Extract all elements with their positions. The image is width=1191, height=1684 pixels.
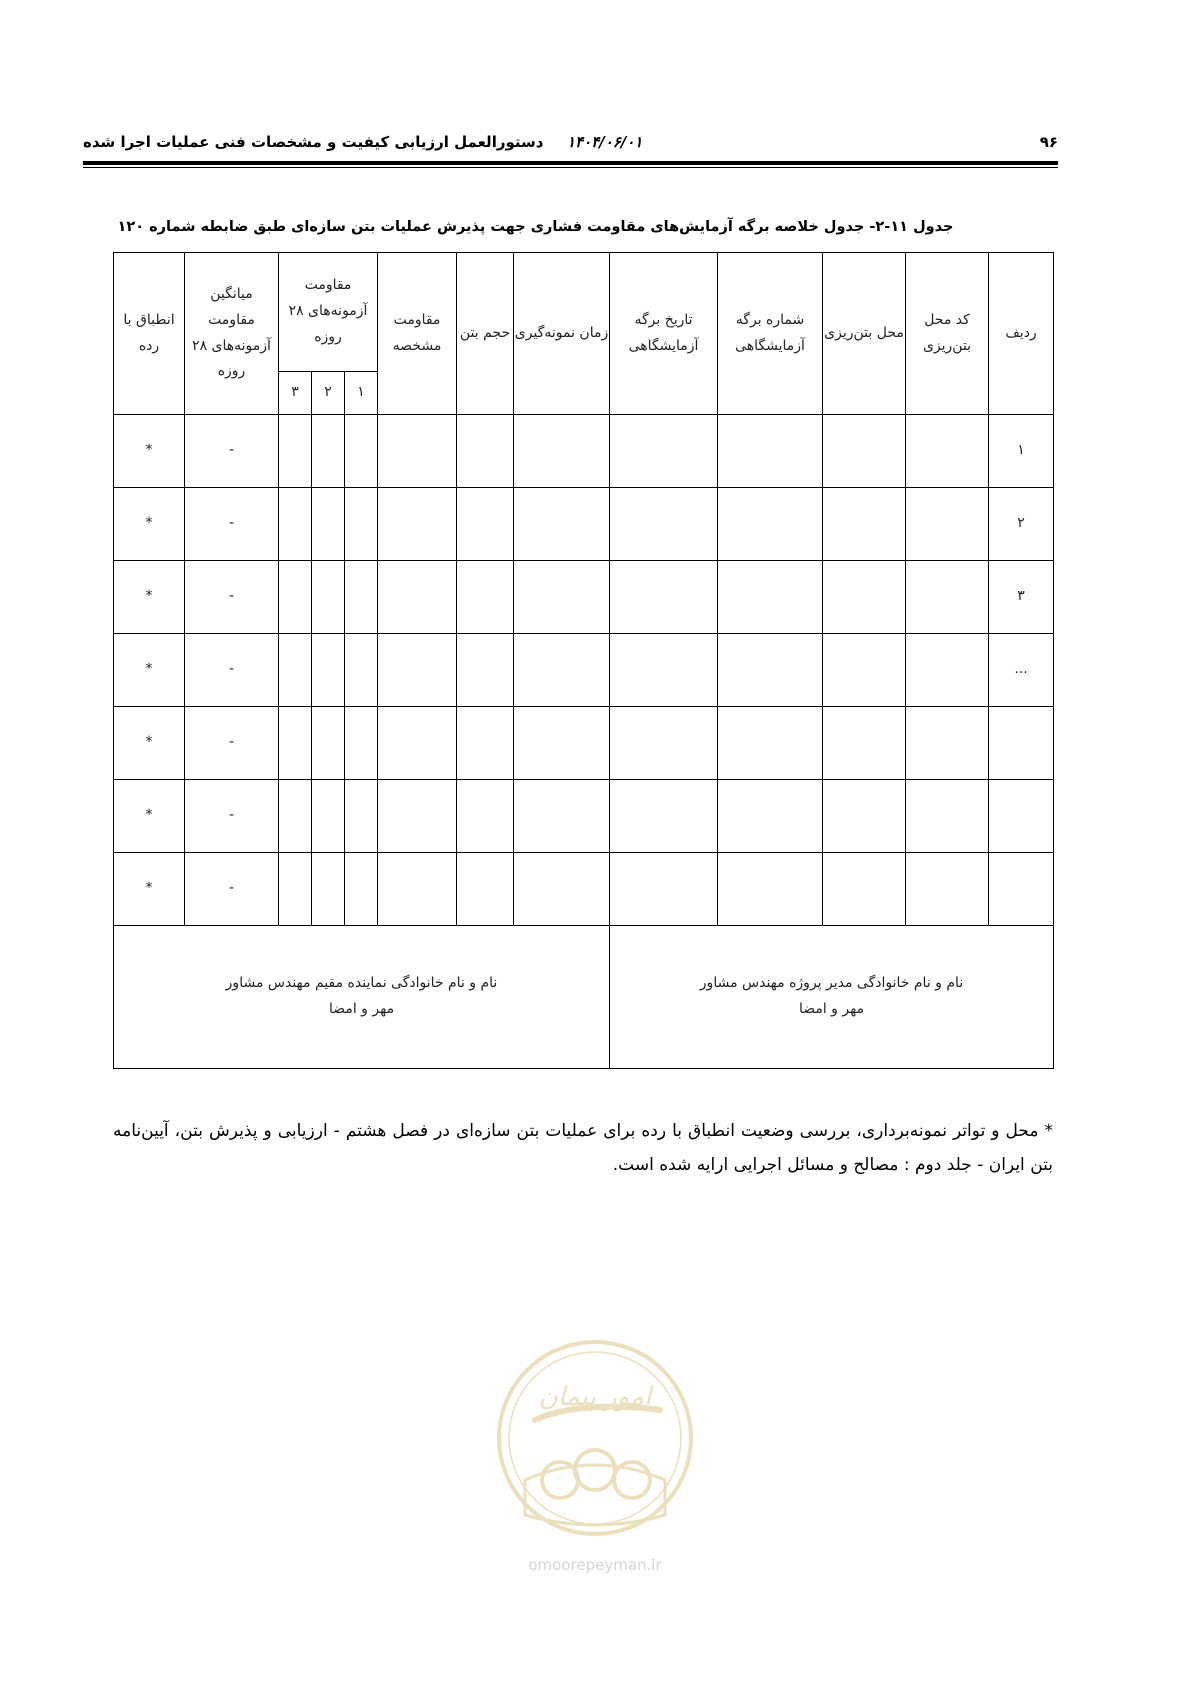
cell-lab-sheet-date — [610, 707, 718, 780]
table-row — [114, 488, 1054, 561]
cell-lab-sheet-date — [610, 634, 718, 707]
cell-specimen-3 — [279, 561, 312, 634]
cell-specimen-3 — [279, 780, 312, 853]
cell-specimen-2 — [312, 707, 345, 780]
cell-specimen-3 — [279, 488, 312, 561]
footnote: * محل و تواتر نمونه‌برداری، بررسی وضعیت انطباق با رده برای عملیات بتن سازه‌ای در فصل هشتم - ارزیابی و پذیرش بتن، آیین‌نامه بتن ایران - جلد دوم : مصالح و مسائل اجرایی ارایه شده است. — [113, 1121, 1053, 1175]
cell-pour-code — [906, 561, 989, 634]
cell-row-number: ... — [989, 634, 1054, 707]
cell-conformity: * — [114, 561, 185, 634]
cell-row-number — [989, 853, 1054, 926]
signature-project-manager — [610, 926, 1054, 1069]
cell-conformity: * — [114, 634, 185, 707]
cell-specimen-2 — [312, 634, 345, 707]
cell-pour-location — [823, 488, 906, 561]
page-number: ۹۶ — [1039, 133, 1058, 151]
cell-lab-sheet-date — [610, 561, 718, 634]
cell-specimen-1 — [345, 853, 378, 926]
cell-lab-sheet-number — [718, 561, 823, 634]
table-row — [114, 415, 1054, 488]
cell-sampling-time — [514, 853, 610, 926]
cell-conformity: * — [114, 707, 185, 780]
cell-specimen-1 — [345, 488, 378, 561]
header-date: ۱۴۰۴/۰۶/۰۱ — [567, 133, 643, 151]
running-header — [83, 133, 1058, 153]
cell-pour-location — [823, 634, 906, 707]
cell-sampling-time — [514, 488, 610, 561]
cell-specified-strength — [378, 853, 457, 926]
cell-specimen-3 — [279, 853, 312, 926]
table-row — [114, 561, 1054, 634]
header-average-strength: میانگین مقاومت آزمونه‌های ۲۸ روزه — [185, 253, 279, 415]
cell-pour-location — [823, 853, 906, 926]
cell-lab-sheet-number — [718, 488, 823, 561]
cell-conformity: * — [114, 853, 185, 926]
cell-pour-code — [906, 488, 989, 561]
cell-pour-location — [823, 415, 906, 488]
cell-concrete-volume — [457, 634, 514, 707]
watermark-site: omoorepeyman.ir — [528, 1556, 662, 1574]
table-caption: جدول ۱۱-۲- جدول خلاصه برگه آزمایش‌های مقاومت فشاری جهت پذیرش عملیات بتن سازه‌ای طبق ضابطه شماره ۱۲۰ — [117, 219, 954, 235]
cell-specified-strength — [378, 561, 457, 634]
cell-conformity: * — [114, 415, 185, 488]
header-specimen-2: ۲ — [312, 372, 345, 415]
cell-concrete-volume — [457, 415, 514, 488]
cell-specified-strength — [378, 488, 457, 561]
cell-lab-sheet-date — [610, 853, 718, 926]
cell-sampling-time — [514, 415, 610, 488]
cell-pour-code — [906, 780, 989, 853]
cell-specimen-2 — [312, 780, 345, 853]
cell-specimen-1 — [345, 415, 378, 488]
cell-average: - — [185, 634, 279, 707]
header-specified-strength: مقاومت مشخصه — [378, 253, 457, 415]
cell-sampling-time — [514, 780, 610, 853]
cell-concrete-volume — [457, 561, 514, 634]
resident-representative-stamp-label: مهر و امضا — [328, 1001, 395, 1017]
cell-pour-location — [823, 561, 906, 634]
table-row — [114, 853, 1054, 926]
table-row — [114, 707, 1054, 780]
cell-specimen-1 — [345, 780, 378, 853]
cell-specimen-1 — [345, 707, 378, 780]
summary-table — [113, 252, 1054, 1069]
header-specimen-1: ۱ — [345, 372, 378, 415]
cell-concrete-volume — [457, 707, 514, 780]
cell-concrete-volume — [457, 853, 514, 926]
watermark-logo — [490, 1330, 700, 1580]
cell-lab-sheet-number — [718, 634, 823, 707]
cell-specified-strength — [378, 780, 457, 853]
header-lab-sheet-date: تاریخ برگه آزمایشگاهی — [610, 253, 718, 415]
cell-row-number: ۱ — [989, 415, 1054, 488]
cell-specimen-1 — [345, 634, 378, 707]
cell-specimen-3 — [279, 707, 312, 780]
cell-pour-code — [906, 634, 989, 707]
header-concrete-volume: حجم بتن — [457, 253, 514, 415]
cell-average: - — [185, 780, 279, 853]
cell-specimen-2 — [312, 415, 345, 488]
cell-specimen-2 — [312, 561, 345, 634]
cell-conformity: * — [114, 780, 185, 853]
cell-lab-sheet-number — [718, 415, 823, 488]
cell-conformity: * — [114, 488, 185, 561]
cell-row-number — [989, 707, 1054, 780]
header-rule-thick — [83, 161, 1058, 165]
table-row — [114, 634, 1054, 707]
header-lab-sheet-number: شماره برگه آزمایشگاهی — [718, 253, 823, 415]
resident-representative-name-label: نام و نام خانوادگی نماینده مقیم مهندس مشاور — [225, 975, 498, 992]
header-28day-strength: مقاومت آزمونه‌های ۲۸ روزه — [279, 253, 378, 372]
header-pour-location: محل بتن‌ریزی — [823, 253, 906, 415]
cell-specimen-2 — [312, 488, 345, 561]
cell-row-number — [989, 780, 1054, 853]
cell-pour-code — [906, 853, 989, 926]
cell-lab-sheet-date — [610, 415, 718, 488]
signature-resident-representative — [114, 926, 610, 1069]
header-rule-thin — [83, 167, 1058, 168]
watermark-logo-text: امور پیمان — [538, 1382, 652, 1412]
cell-lab-sheet-number — [718, 780, 823, 853]
header-class-conformity: انطباق با رده — [114, 253, 185, 415]
cell-average: - — [185, 853, 279, 926]
cell-specimen-2 — [312, 853, 345, 926]
project-manager-name-label: نام و نام خانوادگی مدیر پروژه مهندس مشاور — [699, 975, 964, 992]
cell-specified-strength — [378, 634, 457, 707]
cell-average: - — [185, 561, 279, 634]
table-row — [114, 780, 1054, 853]
cell-average: - — [185, 488, 279, 561]
cell-specimen-3 — [279, 415, 312, 488]
cell-lab-sheet-number — [718, 707, 823, 780]
cell-concrete-volume — [457, 488, 514, 561]
cell-average: - — [185, 415, 279, 488]
cell-specimen-3 — [279, 634, 312, 707]
cell-lab-sheet-date — [610, 488, 718, 561]
cell-sampling-time — [514, 561, 610, 634]
header-specimen-3: ۳ — [279, 372, 312, 415]
header-pour-code: کد محل بتن‌ریزی — [906, 253, 989, 415]
cell-specified-strength — [378, 707, 457, 780]
cell-specimen-1 — [345, 561, 378, 634]
cell-specified-strength — [378, 415, 457, 488]
cell-sampling-time — [514, 707, 610, 780]
header-row-number: ردیف — [989, 253, 1054, 415]
cell-lab-sheet-number — [718, 853, 823, 926]
project-manager-stamp-label: مهر و امضا — [798, 1001, 865, 1017]
cell-average: - — [185, 707, 279, 780]
cell-pour-location — [823, 707, 906, 780]
watermark-emblem-icon — [490, 1330, 700, 1580]
cell-sampling-time — [514, 634, 610, 707]
cell-row-number: ۳ — [989, 561, 1054, 634]
header-sampling-time: زمان نمونه‌گیری — [514, 253, 610, 415]
cell-pour-location — [823, 780, 906, 853]
document-title: دستورالعمل ارزیابی کیفیت و مشخصات فنی عملیات اجرا شده — [83, 133, 544, 151]
cell-pour-code — [906, 415, 989, 488]
cell-concrete-volume — [457, 780, 514, 853]
signature-row — [114, 926, 1054, 1069]
cell-lab-sheet-date — [610, 780, 718, 853]
cell-row-number: ۲ — [989, 488, 1054, 561]
cell-pour-code — [906, 707, 989, 780]
